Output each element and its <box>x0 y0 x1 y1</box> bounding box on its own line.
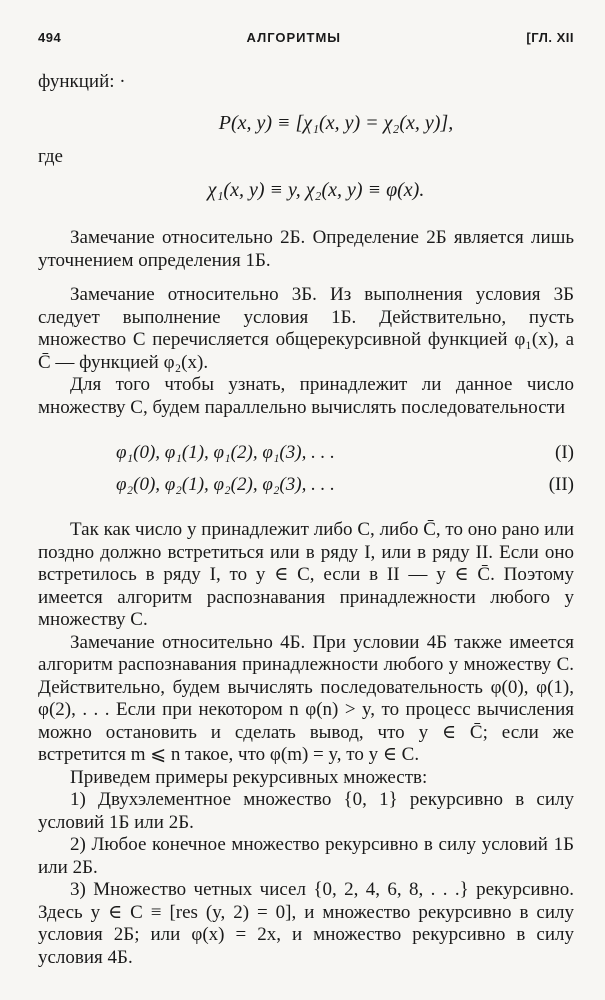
text-line-where: где <box>38 146 63 167</box>
chapter-label: [ГЛ. XII <box>526 30 574 45</box>
sequence-row-2 <box>38 469 574 501</box>
example-2: 2) Любое конечное множество рекурсивно в силу условий 1Б или 2Б. <box>38 834 574 878</box>
remark-3b: Замечание относительно 3Б. Из выполнения условия 3Б следует выполнение условия 1Б. Действительно, пусть множество C перечисляется общерекурсивной функцией φ₁(x), а C̄ — функцией φ₂(x). <box>38 284 574 373</box>
running-header <box>38 30 574 45</box>
sequence-1-label: (I) <box>555 441 574 463</box>
remark-4b: Замечание относительно 4Б. При условии 4Б также имеется алгоритм распознавания принадлежности любого y множеству C. Действительно, будем вычислять последовательность φ(0), φ(1), φ(2), . . . Если при некотором n φ(n) > y, то процесс вычисления можно остановить и сделать вывод, что y ∈ C̄; если же встретится m ⩽ n такое, что φ(m) = y, то y ∈ C. <box>38 631 574 765</box>
example-3: 3) Множество четных чисел {0, 2, 4, 6, 8, . . .} рекурсивно. Здесь y ∈ C ≡ [res (y, 2) = 0], и множество рекурсивно в силу условия 2Б; или φ(x) = 2x, и множество рекурсивно в силу условия 4Б. <box>38 879 574 968</box>
sequence-2: φ₂(0), φ₂(1), φ₂(2), φ₂(3), . . . <box>116 473 335 495</box>
page-number: 494 <box>38 30 62 45</box>
page-body <box>38 71 574 969</box>
text-line-functions: функций: · <box>38 71 126 92</box>
sequences-block <box>38 437 574 501</box>
sequence-row-1 <box>38 437 574 469</box>
book-page <box>38 30 574 969</box>
example-1: 1) Двухэлементное множество {0, 1} рекурсивно в силу условий 1Б или 2Б. <box>38 789 574 833</box>
formula-chi: χ₁(x, y) ≡ y, χ₂(x, y) ≡ φ(x). <box>207 178 425 201</box>
paragraph-examples: Приведем примеры рекурсивных множеств: <box>70 766 428 788</box>
formula-p: P(x, y) ≡ [χ₁(x, y) = χ₂(x, y)], <box>218 111 454 134</box>
running-title: АЛГОРИТМЫ <box>246 30 342 45</box>
paragraph-membership: Так как число y принадлежит либо C, либо C̄, то оно рано или поздно должно встретиться или в ряду I, или в ряду II. Если оно встретилось в ряду I, то y ∈ C, если в II — y ∈ C̄. Поэтому имеется алгоритм распознавания принадлежности любого y множеству C. <box>38 519 574 630</box>
sequence-1: φ₁(0), φ₁(1), φ₁(2), φ₁(3), . . . <box>116 441 335 463</box>
paragraph-recognition: Для того чтобы узнать, принадлежит ли данное число множеству C, будем параллельно вычислять последовательности <box>38 374 574 418</box>
sequence-2-label: (II) <box>548 473 574 495</box>
remark-2b: Замечание относительно 2Б. Определение 2Б является лишь уточнением определения 1Б. <box>38 227 574 271</box>
